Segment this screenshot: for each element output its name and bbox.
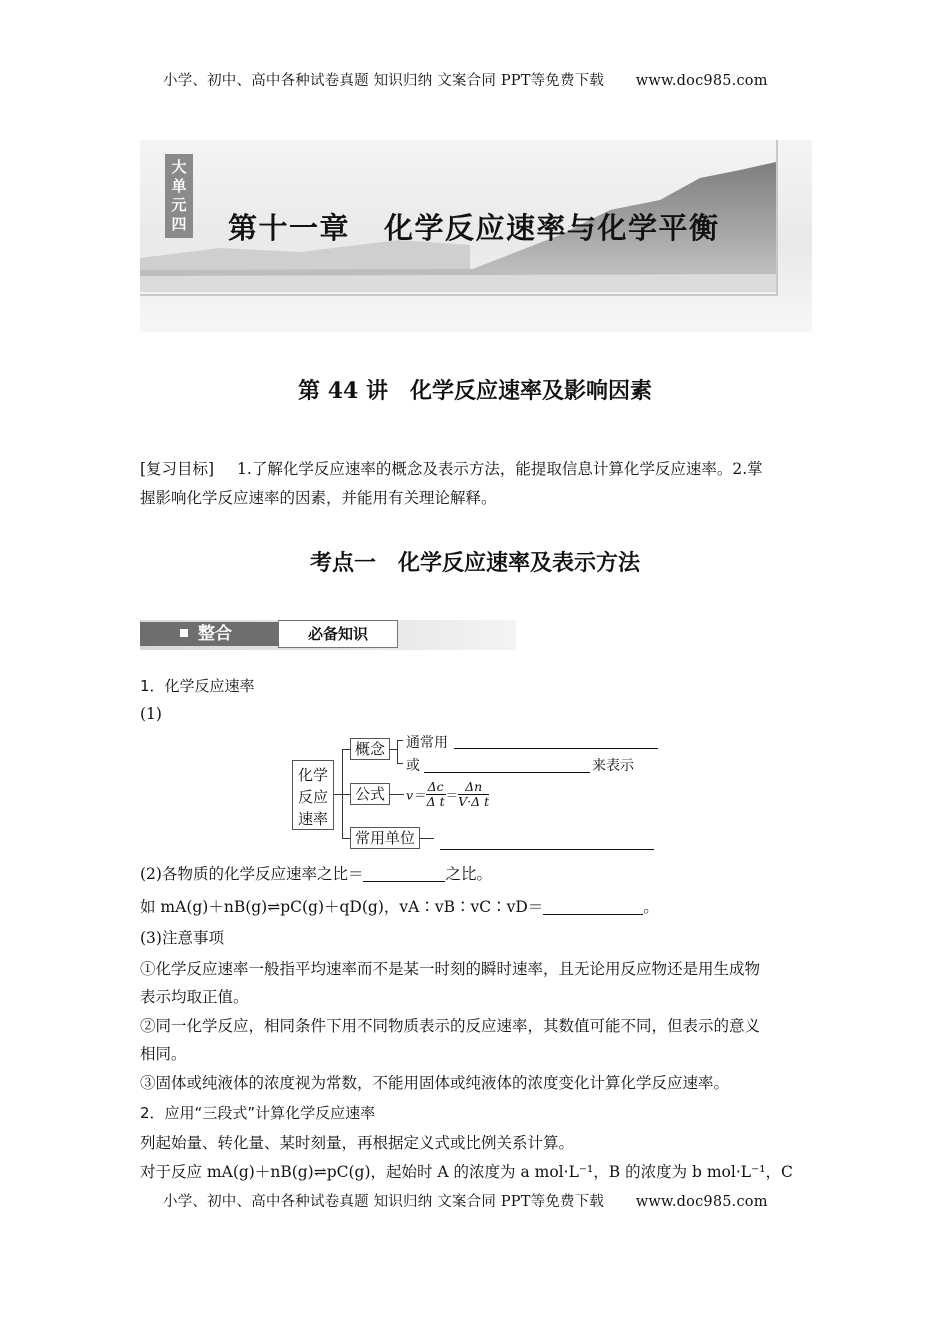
- note1-b: 表示均取正值。: [140, 988, 249, 1006]
- objectives-line2: 握影响化学反应速率的因素，并能用有关理论解释。: [140, 489, 497, 507]
- formula-v: v＝: [406, 787, 426, 803]
- common-label: 通常用: [406, 735, 448, 751]
- section-title: 考点一 化学反应速率及表示方法: [309, 550, 640, 576]
- rate-formula: [406, 780, 489, 809]
- p2-text-b: 之比。: [445, 865, 492, 883]
- formula-box: 公式: [350, 783, 390, 805]
- page-header: [163, 69, 768, 90]
- unit-tag-char: 四: [171, 215, 187, 233]
- page-footer: [163, 1190, 768, 1211]
- formula-eq: ＝: [445, 787, 459, 803]
- diagram-root: [292, 760, 334, 830]
- unit-tag-char: 单: [171, 177, 187, 195]
- objectives-label: [复习目标]: [140, 460, 215, 478]
- bar-light-label: 必备知识: [278, 620, 398, 648]
- formula-dc: Δc: [427, 779, 444, 794]
- unit-box: 常用单位: [350, 827, 420, 849]
- concept-box: 概念: [350, 738, 390, 760]
- ratio-blank: [363, 865, 445, 882]
- root-line: 速率: [297, 810, 328, 828]
- chapter-banner: [140, 140, 812, 332]
- header-url[interactable]: www.doc985.com: [635, 73, 768, 89]
- root-line: 反应: [297, 788, 328, 806]
- objectives-line1: 1.了解化学反应速率的概念及表示方法，能提取信息计算化学反应速率。2.掌: [237, 460, 763, 478]
- footer-text: 小学、初中、高中各种试卷真题 知识归纳 文案合同 PPT等免费下载: [163, 1194, 605, 1210]
- bar-dark-label: 整合: [140, 622, 278, 646]
- p2-end: 。: [643, 898, 659, 916]
- or-label: 或: [406, 758, 420, 774]
- unit-tag-char: 大: [171, 158, 187, 176]
- square-icon: [180, 629, 188, 637]
- unit-blank: [440, 833, 654, 850]
- p2-text-a: (2)各物质的化学反应速率之比＝: [140, 865, 364, 883]
- note2-a: ②同一化学反应，相同条件下用不同物质表示的反应速率，其数值可能不同，但表示的意义: [140, 1017, 761, 1035]
- root-line: 化学: [297, 766, 328, 784]
- s1-p2-line2: [140, 893, 659, 921]
- formula-vdt: V·Δ t: [458, 794, 490, 809]
- unit-tag-char: 元: [171, 196, 187, 214]
- note3: ③固体或纯液体的浓度视为常数，不能用固体或纯液体的浓度变化计算化学反应速率。: [140, 1074, 730, 1092]
- s1-p1: (1): [140, 705, 162, 723]
- header-text: 小学、初中、高中各种试卷真题 知识归纳 文案合同 PPT等免费下载: [163, 73, 605, 89]
- section-bar: [140, 620, 516, 650]
- s2-heading: 2．应用“三段式”计算化学反应速率: [140, 1104, 376, 1122]
- s1-heading: 1．化学反应速率: [140, 677, 255, 695]
- common-blank: [454, 732, 658, 749]
- objectives: [140, 455, 763, 483]
- s1-p2: [140, 860, 492, 888]
- or-blank: [424, 756, 590, 773]
- p2-equation: 如 mA(g)＋nB(g)⇌pC(g)＋qD(g)，vA∶vB∶vC∶vD＝: [140, 898, 544, 916]
- rate-diagram: [290, 730, 670, 856]
- footer-url[interactable]: www.doc985.com: [635, 1194, 768, 1210]
- rates-blank: [543, 898, 643, 915]
- unit-tag: [165, 154, 193, 238]
- s2-p2: 对于反应 mA(g)＋nB(g)⇌pC(g)，起始时 A 的浓度为 a mol·L⁻¹，B 的浓度为 b mol·L⁻¹，C: [140, 1163, 793, 1181]
- formula-dt: Δ t: [426, 794, 445, 809]
- lecture-title: 第 44 讲 化学反应速率及影响因素: [298, 378, 652, 404]
- chapter-name: 化学反应速率与化学平衡: [384, 211, 720, 245]
- formula-dn: Δn: [458, 780, 489, 795]
- indicate-label: 来表示: [592, 758, 634, 774]
- chapter-title: [228, 206, 720, 247]
- note1-a: ①化学反应速率一般指平均速率而不是某一时刻的瞬时速率，且无论用反应物还是用生成物: [140, 960, 761, 978]
- s2-p1: 列起始量、转化量、某时刻量，再根据定义式或比例关系计算。: [140, 1134, 575, 1152]
- s1-p3: (3)注意事项: [140, 929, 224, 947]
- note2-b: 相同。: [140, 1045, 187, 1063]
- chapter-number: 第十一章: [228, 211, 351, 245]
